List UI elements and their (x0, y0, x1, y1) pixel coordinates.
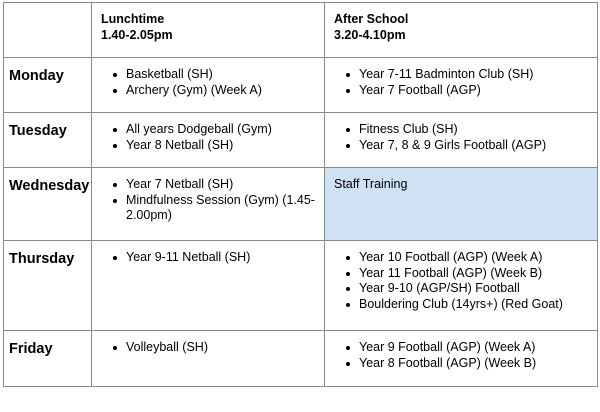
activity-list (325, 113, 597, 153)
activity-list (325, 241, 597, 312)
list-item: Basketball (SH) (116, 67, 318, 83)
header-row (4, 3, 598, 58)
header-lunchtime: Lunchtime 1.40-2.05pm (101, 12, 173, 42)
activity-list (92, 241, 324, 266)
staff-training-note: Staff Training (334, 177, 408, 191)
activity-timetable (3, 2, 598, 387)
lunchtime-cell (92, 241, 325, 331)
day-name: Thursday (9, 251, 75, 267)
day-cell (4, 331, 92, 387)
lunchtime-cell (92, 58, 325, 113)
header-after-school: After School 3.20-4.10pm (334, 12, 409, 42)
list-item: Year 9-11 Netball (SH) (116, 250, 318, 266)
lunchtime-cell (92, 168, 325, 241)
list-item: All years Dodgeball (Gym) (116, 122, 318, 138)
day-name: Tuesday (9, 123, 67, 139)
table-row (4, 168, 598, 241)
lunchtime-cell (92, 113, 325, 168)
activity-list (325, 331, 597, 371)
list-item: Archery (Gym) (Week A) (116, 83, 318, 99)
after-school-cell (325, 113, 598, 168)
activity-list (92, 331, 324, 356)
day-cell (4, 58, 92, 113)
lunchtime-cell (92, 331, 325, 387)
activity-list (325, 58, 597, 98)
after-school-cell (325, 241, 598, 331)
list-item: Year 8 Football (AGP) (Week B) (349, 356, 591, 372)
activity-list (92, 58, 324, 98)
list-item: Year 7, 8 & 9 Girls Football (AGP) (349, 138, 591, 154)
header-day-cell (4, 3, 92, 58)
header-lunchtime-cell (92, 3, 325, 58)
day-cell (4, 168, 92, 241)
list-item: Year 11 Football (AGP) (Week B) (349, 266, 591, 282)
list-item: Mindfulness Session (Gym) (1.45-2.00pm) (116, 193, 318, 224)
day-name: Friday (9, 341, 53, 357)
day-name: Monday (9, 68, 64, 84)
list-item: Year 9-10 (AGP/SH) Football (349, 281, 591, 297)
day-cell (4, 113, 92, 168)
list-item: Year 7 Netball (SH) (116, 177, 318, 193)
table-row (4, 113, 598, 168)
activity-list (92, 113, 324, 153)
after-school-cell (325, 331, 598, 387)
table-row (4, 331, 598, 387)
table-row (4, 241, 598, 331)
list-item: Year 7 Football (AGP) (349, 83, 591, 99)
list-item: Year 8 Netball (SH) (116, 138, 318, 154)
day-name: Wednesday (9, 178, 90, 194)
list-item: Year 7-11 Badminton Club (SH) (349, 67, 591, 83)
list-item: Volleyball (SH) (116, 340, 318, 356)
header-after-school-cell (325, 3, 598, 58)
table-row (4, 58, 598, 113)
list-item: Year 9 Football (AGP) (Week A) (349, 340, 591, 356)
day-cell (4, 241, 92, 331)
staff-training-cell (325, 168, 598, 241)
after-school-cell (325, 58, 598, 113)
list-item: Bouldering Club (14yrs+) (Red Goat) (349, 297, 591, 313)
list-item: Year 10 Football (AGP) (Week A) (349, 250, 591, 266)
activity-list (92, 168, 324, 224)
list-item: Fitness Club (SH) (349, 122, 591, 138)
